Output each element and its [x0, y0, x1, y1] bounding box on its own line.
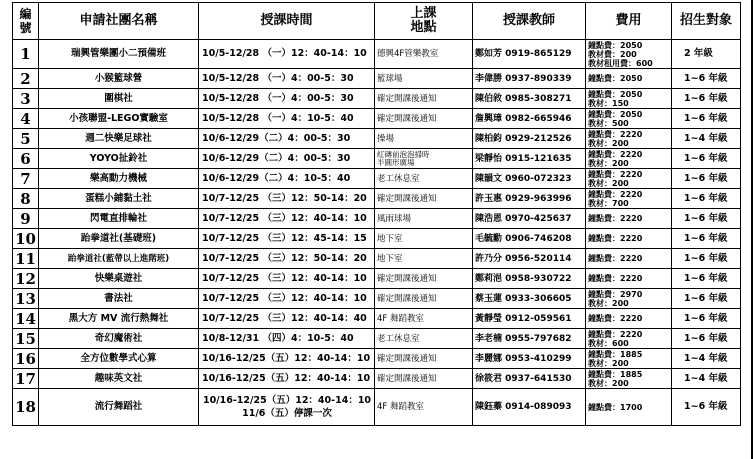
table-row	[13, 209, 741, 229]
teacher-contact: 許玉惠 0929-963996	[473, 189, 586, 209]
row-num: 15	[13, 329, 39, 349]
teacher-contact: 黃靜瑩 0912-059561	[473, 309, 586, 329]
class-location: 地下室	[375, 229, 473, 249]
header-time: 授課時間	[199, 3, 375, 40]
target-grade: 2 年級	[672, 40, 741, 69]
target-grade: 1~6 年級	[672, 329, 741, 349]
fee: 鐘點費：2220 教材：200	[586, 149, 672, 169]
table-row	[13, 40, 741, 69]
club-name: 瑞興管樂團小二預備班	[39, 40, 199, 69]
class-time: 10/5-12/28 （一）12：40-14：10	[199, 40, 375, 69]
target-grade: 1~6 年級	[672, 249, 741, 269]
fee: 鐘點費：2220	[586, 309, 672, 329]
fee: 鐘點費：1885 教材：200	[586, 349, 672, 369]
row-num: 8	[13, 189, 39, 209]
class-time: 10/5-12/28 （一）4：00-5：30	[199, 89, 375, 109]
club-name: 閃電直排輪社	[39, 209, 199, 229]
class-time: 10/7-12/25 （三）12：50-14：20	[199, 249, 375, 269]
class-location: 老工休息室	[375, 169, 473, 189]
fee: 鐘點費：2970 教材：200	[586, 289, 672, 309]
table-row	[13, 109, 741, 129]
target-grade: 1~6 年級	[672, 229, 741, 249]
fee: 鐘點費：2220	[586, 249, 672, 269]
fee: 鐘點費：2050	[586, 69, 672, 89]
fee: 鐘點費：2050 教材：150	[586, 89, 672, 109]
fee: 鐘點費：2050 教材費：200 教材租用費：600	[586, 40, 672, 69]
class-location: 老工休息室	[375, 329, 473, 349]
club-name: 跆拳道社(基礎班)	[39, 229, 199, 249]
class-time: 10/5-12/28 （一）4：10-5：40	[199, 109, 375, 129]
table-row	[13, 329, 741, 349]
teacher-contact: 毛毓勳 0906-746208	[473, 229, 586, 249]
club-name: YOYO扯鈴社	[39, 149, 199, 169]
class-time: 10/7-12/25 （三）12：45-14：15	[199, 229, 375, 249]
class-location: 確定開課後通知	[375, 269, 473, 289]
fee: 鐘點費：2220	[586, 269, 672, 289]
class-time: 10/6-12/29（二）4：10-5：40	[199, 169, 375, 189]
row-num: 5	[13, 129, 39, 149]
table-row	[13, 149, 741, 169]
table-row	[13, 349, 741, 369]
header-fee: 費用	[586, 3, 672, 40]
teacher-contact: 鄭如芳 0919-865129	[473, 40, 586, 69]
target-grade: 1~6 年級	[672, 389, 741, 426]
fee: 鐘點費：1700	[586, 389, 672, 426]
target-grade: 1~6 年級	[672, 289, 741, 309]
row-num: 2	[13, 69, 39, 89]
class-time: 10/6-12/29（二）4：00-5：30	[199, 149, 375, 169]
club-name: 全方位數學式心算	[39, 349, 199, 369]
class-time: 10/8-12/31 （四）4：10-5：40	[199, 329, 375, 349]
class-location: 籃球場	[375, 69, 473, 89]
row-num: 7	[13, 169, 39, 189]
target-grade: 1~6 年級	[672, 189, 741, 209]
fee: 鐘點費：2220 教材：700	[586, 189, 672, 209]
club-name: 圍棋社	[39, 89, 199, 109]
fee: 鐘點費：2220 教材：200	[586, 129, 672, 149]
row-num: 10	[13, 229, 39, 249]
class-location: 確定開課後通知	[375, 369, 473, 389]
club-name: 跆拳道社(藍帶以上進階班)	[39, 249, 199, 269]
row-num: 9	[13, 209, 39, 229]
teacher-contact: 許乃分 0956-520114	[473, 249, 586, 269]
club-name: 書法社	[39, 289, 199, 309]
header-num: 編號	[13, 3, 39, 40]
club-name: 小孩聯盟-LEGO實驗室	[39, 109, 199, 129]
teacher-contact: 梁靜怡 0915-121635	[473, 149, 586, 169]
table-row	[13, 89, 741, 109]
class-location: 4F 舞蹈教室	[375, 309, 473, 329]
target-grade: 1~4 年級	[672, 369, 741, 389]
row-num: 6	[13, 149, 39, 169]
target-grade: 1~6 年級	[672, 89, 741, 109]
teacher-contact: 詹興璋 0982-665946	[473, 109, 586, 129]
club-schedule-table	[12, 2, 741, 426]
teacher-contact: 李老楠 0955-797682	[473, 329, 586, 349]
table-row	[13, 169, 741, 189]
class-location: 操場	[375, 129, 473, 149]
class-time: 10/7-12/25 （三）12：40-14：10	[199, 289, 375, 309]
row-num: 16	[13, 349, 39, 369]
teacher-contact: 徐筱君 0937-641530	[473, 369, 586, 389]
class-location: 確定開課後通知	[375, 349, 473, 369]
row-num: 13	[13, 289, 39, 309]
club-name: 流行舞蹈社	[39, 389, 199, 426]
header-target: 招生對象	[672, 3, 741, 40]
table-row	[13, 189, 741, 209]
club-name: 蛋糕小鋪黏土社	[39, 189, 199, 209]
header-row	[13, 3, 741, 40]
table-row	[13, 229, 741, 249]
target-grade: 1~6 年級	[672, 149, 741, 169]
target-grade: 1~6 年級	[672, 209, 741, 229]
fee: 鐘點費：2050 教材：500	[586, 109, 672, 129]
target-grade: 1~6 年級	[672, 69, 741, 89]
target-grade: 1~4 年級	[672, 349, 741, 369]
class-time: 10/7-12/25 （三）12：40-14：40	[199, 309, 375, 329]
teacher-contact: 陳鈺蓁 0914-089093	[473, 389, 586, 426]
class-time: 10/7-12/25 （三）12：50-14：20	[199, 189, 375, 209]
club-name: 週二快樂足球社	[39, 129, 199, 149]
table-body	[13, 40, 741, 426]
target-grade: 1~6 年級	[672, 109, 741, 129]
row-num: 14	[13, 309, 39, 329]
class-location: 確定開課後通知	[375, 89, 473, 109]
teacher-contact: 李偉勝 0937-890339	[473, 69, 586, 89]
club-name: 趣味英文社	[39, 369, 199, 389]
table-row	[13, 309, 741, 329]
header-teacher: 授課教師	[473, 3, 586, 40]
teacher-contact: 陳韻文 0960-072323	[473, 169, 586, 189]
club-name: 奇幻魔術社	[39, 329, 199, 349]
fee: 鐘點費：2220 教材：600	[586, 329, 672, 349]
class-time: 10/16-12/25（五）12：40-14：10	[199, 369, 375, 389]
table-row	[13, 389, 741, 426]
fee: 鐘點費：2220	[586, 229, 672, 249]
class-location: 紅磚前泡泡掃時 半圓形廣場	[375, 149, 473, 169]
target-grade: 1~6 年級	[672, 309, 741, 329]
fee: 鐘點費：2220	[586, 209, 672, 229]
target-grade: 1~6 年級	[672, 169, 741, 189]
club-name: 黑大方 MV 流行熱舞社	[39, 309, 199, 329]
header-name: 申請社團名稱	[39, 3, 199, 40]
teacher-contact: 李麗娜 0953-410299	[473, 349, 586, 369]
club-name: 快樂桌遊社	[39, 269, 199, 289]
target-grade: 1~6 年級	[672, 269, 741, 289]
class-location: 確定開課後通知	[375, 189, 473, 209]
fee: 鐘點費：2220 教材：200	[586, 169, 672, 189]
header-location: 上課 地點	[375, 3, 473, 40]
club-name: 小猴籃球營	[39, 69, 199, 89]
table-row	[13, 129, 741, 149]
target-grade: 1~4 年級	[672, 129, 741, 149]
teacher-contact: 蔡玉蓮 0933-306605	[473, 289, 586, 309]
row-num: 12	[13, 269, 39, 289]
row-num: 11	[13, 249, 39, 269]
class-time: 10/6-12/29（二）4：00-5：30	[199, 129, 375, 149]
class-time: 10/7-12/25 （三）12：40-14：10	[199, 269, 375, 289]
teacher-contact: 陳浩恩 0970-425637	[473, 209, 586, 229]
teacher-contact: 鄭莉浥 0958-930722	[473, 269, 586, 289]
table-row	[13, 69, 741, 89]
class-location: 4F 舞蹈教室	[375, 389, 473, 426]
club-name: 樂高動力機械	[39, 169, 199, 189]
table-row	[13, 369, 741, 389]
row-num: 1	[13, 40, 39, 69]
teacher-contact: 陳柏鈞 0929-212526	[473, 129, 586, 149]
row-num: 18	[13, 389, 39, 426]
class-time: 10/7-12/25 （三）12：40-14：10	[199, 209, 375, 229]
class-location: 確定開課後通知	[375, 109, 473, 129]
class-location: 地下室	[375, 249, 473, 269]
row-num: 3	[13, 89, 39, 109]
table-row	[13, 269, 741, 289]
class-location: 風雨球場	[375, 209, 473, 229]
class-time: 10/5-12/28 （一）4：00-5：30	[199, 69, 375, 89]
teacher-contact: 陳伯敘 0985-308271	[473, 89, 586, 109]
class-location: 德興4F管樂教室	[375, 40, 473, 69]
class-time: 10/16-12/25（五）12：40-14：10	[199, 349, 375, 369]
fee: 鐘點費：1885 教材：200	[586, 369, 672, 389]
row-num: 4	[13, 109, 39, 129]
class-time: 10/16-12/25（五）12：40-14：10 11/6（五）停課一次	[199, 389, 375, 426]
table-row	[13, 249, 741, 269]
class-location: 確定開課後通知	[375, 289, 473, 309]
row-num: 17	[13, 369, 39, 389]
table-row	[13, 289, 741, 309]
